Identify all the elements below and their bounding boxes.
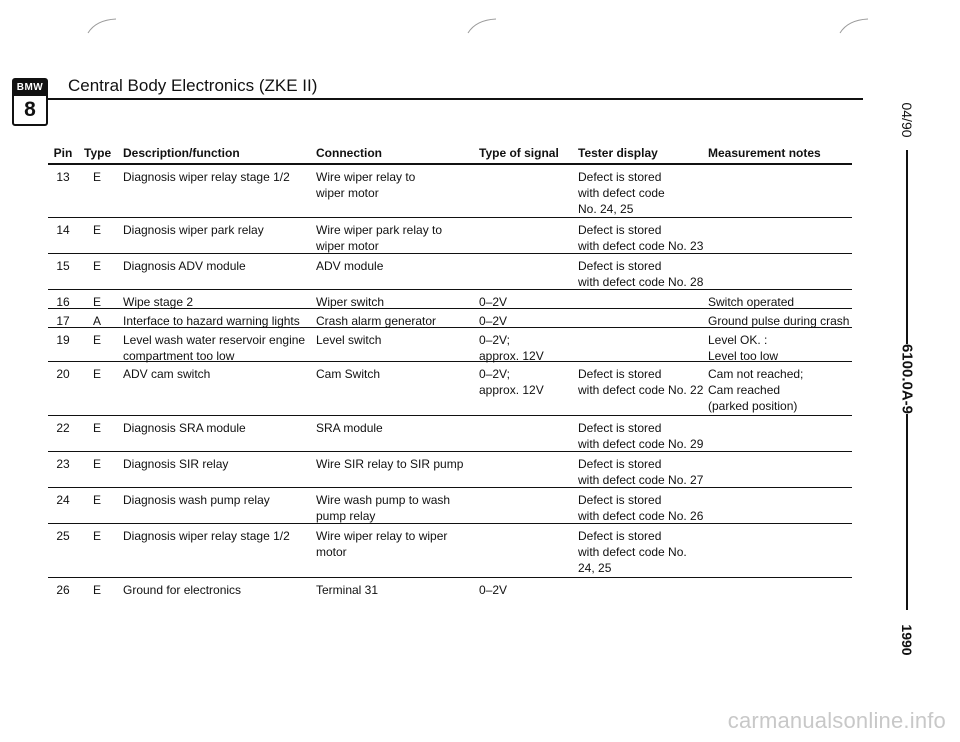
table-row bbox=[48, 524, 852, 578]
cell-description: Diagnosis wiper relay stage 1/2 bbox=[123, 170, 290, 184]
table-row bbox=[48, 578, 852, 597]
table-row bbox=[48, 362, 852, 416]
cell-signal: 0–2V bbox=[479, 314, 508, 328]
side-page-code: 6100.0A-9 bbox=[898, 343, 916, 415]
table-header bbox=[48, 146, 852, 163]
cell-connection: ADV module bbox=[316, 259, 384, 273]
corner-mark-center bbox=[466, 18, 500, 34]
cell-connection: Crash alarm generator bbox=[316, 314, 437, 328]
cell-description: ADV cam switch bbox=[123, 367, 211, 381]
header-connection: Connection bbox=[316, 146, 382, 160]
cell-connection: Level switch bbox=[316, 333, 382, 347]
cell-pin: 24 bbox=[56, 493, 70, 507]
cell-measurement: Level OK. : Level too low bbox=[708, 333, 779, 363]
header-pin: Pin bbox=[53, 146, 73, 160]
cell-tester: Defect is stored with defect code No. 24, 25 bbox=[578, 529, 687, 575]
table-row bbox=[48, 309, 852, 328]
cell-pin: 25 bbox=[56, 529, 70, 543]
cell-type: E bbox=[92, 493, 101, 507]
table-row bbox=[48, 254, 852, 290]
cell-description: Diagnosis ADV module bbox=[123, 259, 246, 273]
table-body bbox=[48, 165, 852, 597]
cell-measurement: Cam not reached; Cam reached (parked position) bbox=[708, 367, 804, 413]
cell-tester: Defect is stored with defect code No. 29 bbox=[578, 421, 704, 451]
table-row bbox=[48, 218, 852, 254]
table-row bbox=[48, 165, 852, 218]
cell-tester: Defect is stored with defect code No. 26 bbox=[578, 493, 704, 523]
header-measurement: Measurement notes bbox=[708, 146, 821, 160]
side-date: 04/90 bbox=[899, 102, 915, 138]
side-margin bbox=[893, 92, 921, 664]
cell-pin: 17 bbox=[56, 314, 70, 328]
pin-table bbox=[48, 146, 852, 597]
cell-tester: Defect is stored with defect code No. 22 bbox=[578, 367, 704, 397]
cell-description: Diagnosis wash pump relay bbox=[123, 493, 270, 507]
cell-pin: 15 bbox=[56, 259, 70, 273]
cell-connection: Terminal 31 bbox=[316, 583, 379, 597]
table-row bbox=[48, 488, 852, 524]
cell-type: E bbox=[92, 259, 101, 273]
cell-connection: SRA module bbox=[316, 421, 383, 435]
cell-pin: 16 bbox=[56, 295, 70, 309]
cell-pin: 20 bbox=[56, 367, 70, 381]
logo-brand: BMW bbox=[14, 80, 46, 96]
cell-measurement: Ground pulse during crash bbox=[708, 314, 850, 328]
cell-signal: 0–2V; approx. 12V bbox=[479, 333, 544, 363]
cell-tester: Defect is stored with defect code No. 28 bbox=[578, 259, 704, 289]
cell-description: Level wash water reservoir engine compartment too low bbox=[123, 333, 306, 363]
watermark: carmanualsonline.info bbox=[727, 708, 946, 733]
cell-pin: 14 bbox=[56, 223, 70, 237]
cell-description: Diagnosis wiper park relay bbox=[123, 223, 264, 237]
cell-type: E bbox=[92, 583, 101, 597]
cell-connection: Wire SIR relay to SIR pump bbox=[316, 457, 464, 471]
cell-description: Diagnosis SRA module bbox=[123, 421, 246, 435]
table-row bbox=[48, 328, 852, 362]
cell-type: E bbox=[92, 223, 101, 237]
table-row bbox=[48, 416, 852, 452]
logo-number: 8 bbox=[24, 98, 36, 121]
cell-pin: 23 bbox=[56, 457, 70, 471]
corner-mark-right bbox=[838, 18, 872, 34]
cell-type: E bbox=[92, 457, 101, 471]
cell-type: E bbox=[92, 367, 101, 381]
cell-pin: 19 bbox=[56, 333, 70, 347]
cell-type: E bbox=[92, 295, 101, 309]
side-divider bbox=[906, 150, 908, 344]
cell-pin: 22 bbox=[56, 421, 70, 435]
header-type: Type bbox=[84, 146, 112, 160]
header-tester: Tester display bbox=[578, 146, 658, 160]
cell-tester: Defect is stored with defect code No. 24, 25 bbox=[578, 170, 665, 216]
cell-measurement: Switch operated bbox=[708, 295, 795, 309]
cell-type: E bbox=[92, 529, 101, 543]
cell-type: A bbox=[92, 314, 101, 328]
bmw-logo bbox=[12, 78, 48, 126]
table-row bbox=[48, 452, 852, 488]
cell-description: Diagnosis wiper relay stage 1/2 bbox=[123, 529, 290, 543]
side-year: 1990 bbox=[899, 624, 915, 656]
header-signal: Type of signal bbox=[479, 146, 559, 160]
cell-connection: Wiper switch bbox=[316, 295, 385, 309]
side-divider bbox=[906, 414, 908, 610]
cell-signal: 0–2V bbox=[479, 583, 508, 597]
cell-type: E bbox=[92, 170, 101, 184]
cell-description: Diagnosis SIR relay bbox=[123, 457, 229, 471]
cell-connection: Cam Switch bbox=[316, 367, 381, 381]
cell-type: E bbox=[92, 333, 101, 347]
cell-signal: 0–2V; approx. 12V bbox=[479, 367, 544, 397]
cell-description: Interface to hazard warning lights bbox=[123, 314, 300, 328]
corner-mark-left bbox=[86, 18, 120, 34]
cell-tester: Defect is stored with defect code No. 27 bbox=[578, 457, 704, 487]
cell-type: E bbox=[92, 421, 101, 435]
cell-pin: 26 bbox=[56, 583, 70, 597]
cell-connection: Wire wiper relay to wiper motor bbox=[316, 529, 448, 559]
cell-description: Ground for electronics bbox=[123, 583, 242, 597]
cell-signal: 0–2V bbox=[479, 295, 508, 309]
cell-description: Wipe stage 2 bbox=[123, 295, 194, 309]
cell-pin: 13 bbox=[56, 170, 70, 184]
page-title: Central Body Electronics (ZKE II) bbox=[68, 76, 318, 95]
header-description: Description/function bbox=[123, 146, 240, 160]
cell-connection: Wire wiper park relay to wiper motor bbox=[316, 223, 443, 253]
cell-tester: Defect is stored with defect code No. 23 bbox=[578, 223, 704, 253]
cell-connection: Wire wiper relay to wiper motor bbox=[316, 170, 416, 200]
cell-connection: Wire wash pump to wash pump relay bbox=[316, 493, 451, 523]
header-rule bbox=[48, 98, 863, 100]
table-row bbox=[48, 290, 852, 309]
